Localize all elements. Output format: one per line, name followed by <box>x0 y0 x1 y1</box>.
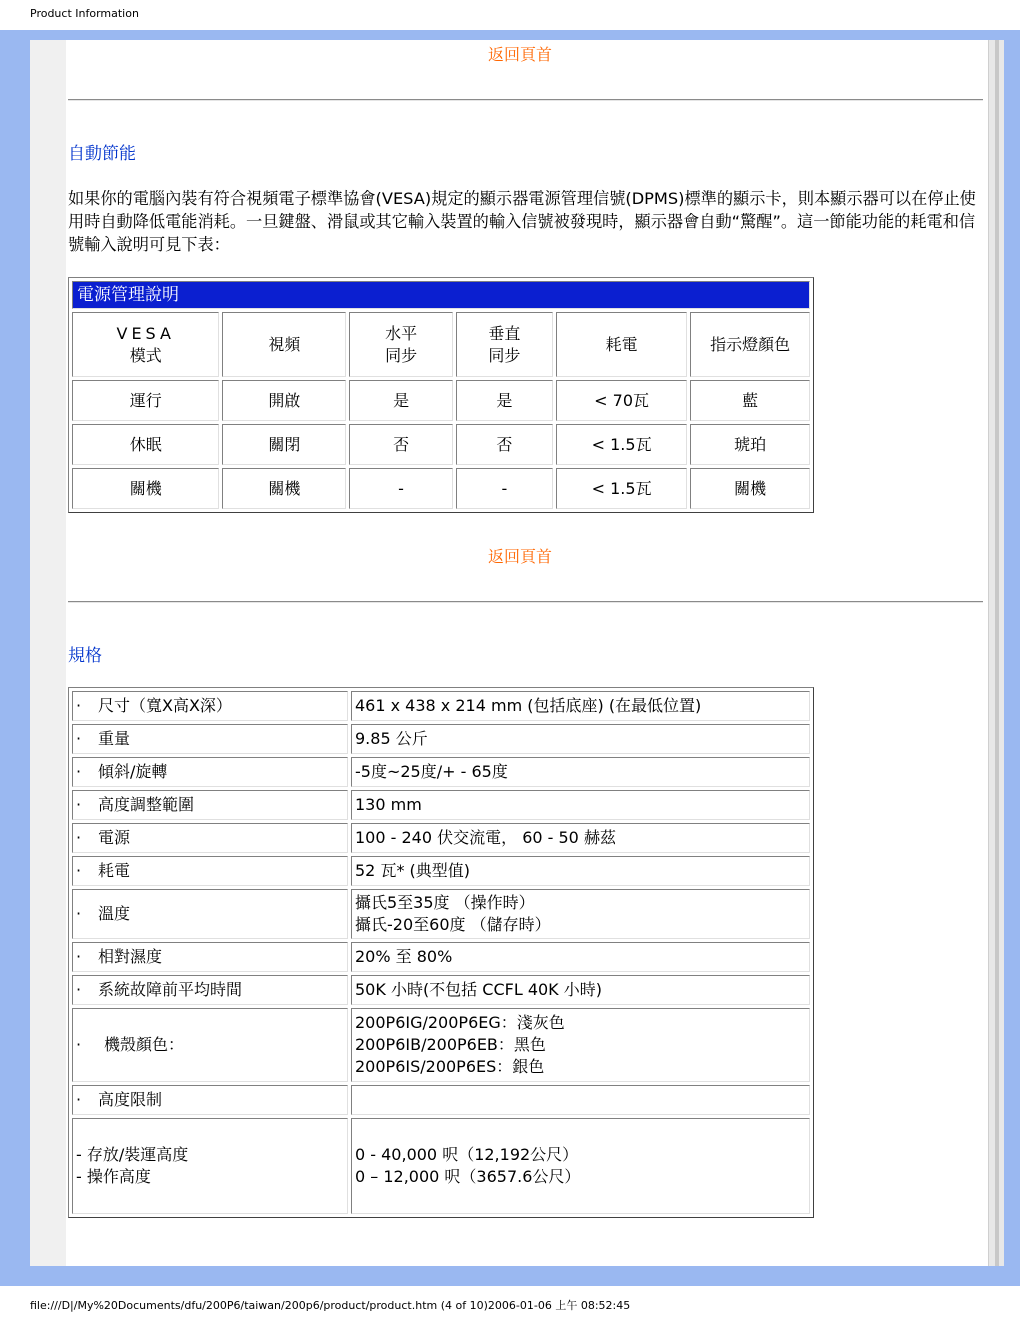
header-cell-power-usage: 耗電 <box>556 312 687 377</box>
back-to-top-link[interactable]: 返回頁首 <box>488 547 553 566</box>
spec-value: 0 - 40,000 呎（12,192公尺） 0 – 12,000 呎（3657.6公尺） <box>351 1118 810 1214</box>
spec-value: -5度~25度/+ - 65度 <box>351 757 810 787</box>
spec-row-weight <box>72 724 810 754</box>
spec-row-dimensions <box>72 691 810 721</box>
table-cell: < 70瓦 <box>556 380 687 421</box>
spec-row-height-adjustment <box>72 790 810 820</box>
spec-label: · 機殼顏色： <box>72 1008 348 1082</box>
spec-row-mtbf <box>72 975 810 1005</box>
spec-label: · 相對濕度 <box>72 942 348 972</box>
table-cell: 關機 <box>690 468 810 509</box>
spec-row-power-consumption <box>72 856 810 886</box>
table-cell: 運行 <box>72 380 219 421</box>
spec-row-humidity <box>72 942 810 972</box>
table-cell: 開啟 <box>222 380 346 421</box>
spec-label: · 系統故障前平均時間 <box>72 975 348 1005</box>
table-cell: 藍 <box>690 380 810 421</box>
spec-value: 50K 小時(不包括 CCFL 40K 小時) <box>351 975 810 1005</box>
scrollbar-track[interactable] <box>995 40 999 1266</box>
table-cell: < 1.5瓦 <box>556 468 687 509</box>
table-row <box>72 424 810 465</box>
power-management-table <box>68 277 814 513</box>
header-cell-video: 視頻 <box>222 312 346 377</box>
header-cell-led-color: 指示燈顏色 <box>690 312 810 377</box>
spec-value: 200P6IG/200P6EG：淺灰色 200P6IB/200P6EB：黑色 200P6IS/200P6ES：銀色 <box>351 1008 810 1082</box>
scrollbar[interactable] <box>988 40 1004 1266</box>
spec-row-cabinet-color <box>72 1008 810 1082</box>
table-cell: 是 <box>349 380 452 421</box>
table-caption: 電源管理說明 <box>72 281 810 309</box>
page-footer-path: file:///D|/My%20Documents/dfu/200P6/taiwan/200p6/product/product.htm (4 of 10)2006-01-06 上午 08:52:45 <box>30 1299 631 1312</box>
power-saving-description: 如果你的電腦內裝有符合視頻電子標準協會(VESA)規定的顯示器電源管理信號(DPMS)標準的顯示卡，則本顯示器可以在停止使用時自動降低電能消耗。一旦鍵盤、滑鼠或其它輸入裝置的輸入信號被發現時，顯示器會自動“驚醒”。這一節能功能的耗電和信號輸入說明可見下表： <box>68 189 976 254</box>
header-cell-v-sync: 垂直 同步 <box>456 312 553 377</box>
divider <box>68 99 983 101</box>
spec-label: · 傾斜/旋轉 <box>72 757 348 787</box>
spec-value: 100 - 240 伏交流電， 60 - 50 赫茲 <box>351 823 810 853</box>
spec-value: 9.85 公斤 <box>351 724 810 754</box>
spec-label: - 存放/裝運高度 - 操作高度 <box>72 1118 348 1214</box>
table-cell: 關閉 <box>222 424 346 465</box>
table-cell: < 1.5瓦 <box>556 424 687 465</box>
table-cell: - <box>456 468 553 509</box>
spec-row-altitude-detail <box>72 1118 810 1214</box>
back-to-top-link[interactable]: 返回頁首 <box>488 45 553 64</box>
table-row <box>72 468 810 509</box>
section-title-power-saving: 自動節能 <box>68 144 136 164</box>
spec-value: 461 x 438 x 214 mm (包括底座) (在最低位置) <box>351 691 810 721</box>
spec-label: · 電源 <box>72 823 348 853</box>
spec-label: · 重量 <box>72 724 348 754</box>
header-cell-vesa-mode: VESA 模式 <box>72 312 219 377</box>
spec-value: 攝氏5至35度 （操作時） 攝氏-20至60度 （儲存時） <box>351 889 810 939</box>
page-header-title: Product Information <box>30 7 139 20</box>
table-cell: 關機 <box>222 468 346 509</box>
table-cell: 琥珀 <box>690 424 810 465</box>
spec-value <box>351 1085 810 1115</box>
section-title-specs: 規格 <box>68 646 102 666</box>
spec-row-power-supply <box>72 823 810 853</box>
spec-label: · 高度調整範圍 <box>72 790 348 820</box>
divider <box>68 601 983 603</box>
left-margin-panel <box>30 40 66 1266</box>
specifications-table <box>68 687 814 1218</box>
table-cell: - <box>349 468 452 509</box>
spec-row-temperature <box>72 889 810 939</box>
table-cell: 否 <box>349 424 452 465</box>
spec-value: 130 mm <box>351 790 810 820</box>
table-cell: 休眠 <box>72 424 219 465</box>
spec-label: · 高度限制 <box>72 1085 348 1115</box>
table-cell: 關機 <box>72 468 219 509</box>
spec-row-tilt-swivel <box>72 757 810 787</box>
table-cell: 是 <box>456 380 553 421</box>
table-row <box>72 380 810 421</box>
spec-value: 52 瓦* (典型值) <box>351 856 810 886</box>
spec-label: · 耗電 <box>72 856 348 886</box>
spec-label: · 溫度 <box>72 889 348 939</box>
table-cell: 否 <box>456 424 553 465</box>
spec-label: · 尺寸（寬X高X深） <box>72 691 348 721</box>
spec-value: 20% 至 80% <box>351 942 810 972</box>
spec-row-altitude <box>72 1085 810 1115</box>
header-cell-h-sync: 水平 同步 <box>349 312 452 377</box>
